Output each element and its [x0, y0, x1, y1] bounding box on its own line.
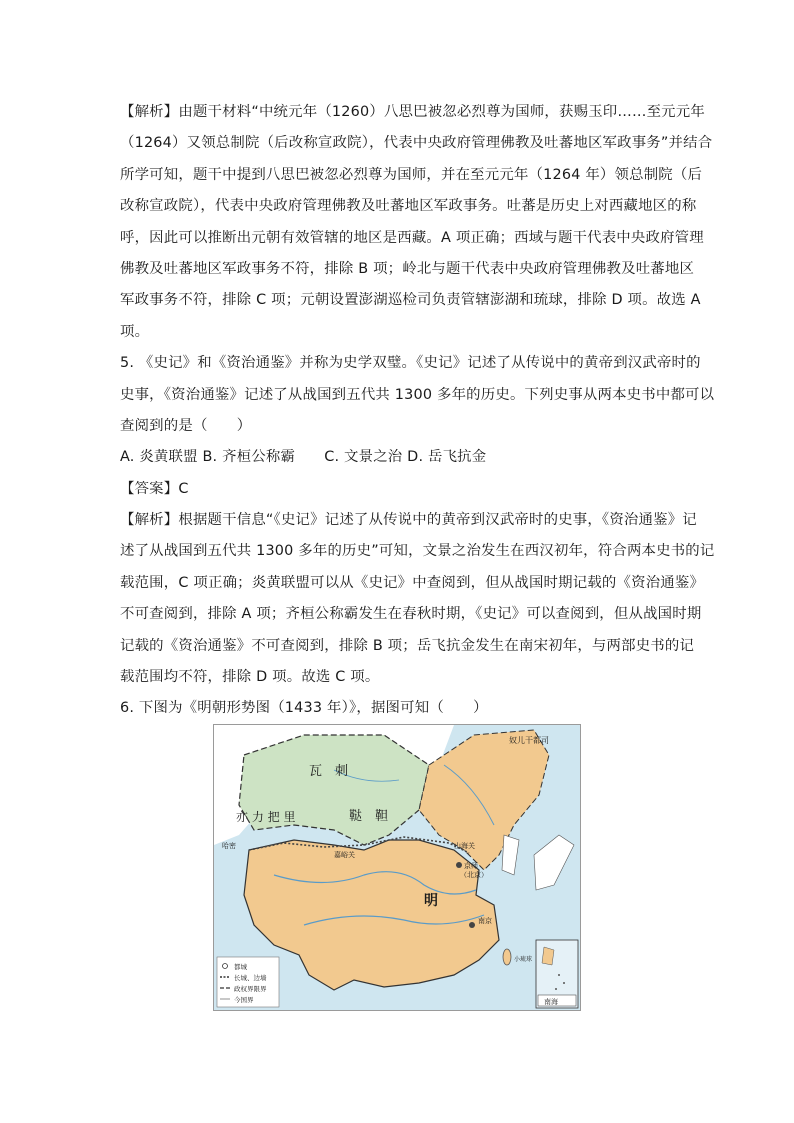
analysis-line-3: 所学可知，题干中提到八思巴被忽必烈尊为国师，并在至元元年（1264 年）领总制院（后 — [120, 166, 703, 183]
ming-dynasty-map — [213, 724, 581, 1011]
analysis-line-8: 项。 — [120, 323, 150, 340]
analysis-2-line-1: 【解析】根据题干信息“《史记》记述了从传说中的黄帝到汉武帝时的史事，《资治通鉴》记 — [120, 512, 697, 529]
map-figure — [214, 725, 580, 1010]
label-jiayuguan: 嘉峪关 — [334, 851, 355, 859]
analysis-line-4: 改称宣政院），代表中央政府管理佛教及吐蕃地区军政事务。吐蕃是历史上对西藏地区的称 — [120, 198, 697, 215]
analysis-2-line-3: 载范围，C 项正确；炎黄联盟可以从《史记》中查阅到，但从战国时期记载的《资治通鉴》 — [120, 574, 705, 591]
analysis-2-line-6: 载范围均不符，排除 D 项。故选 C 项。 — [120, 669, 380, 686]
answer-line: 【答案】C — [120, 480, 189, 497]
label-nanjing: 南京 — [478, 917, 492, 925]
label-tatar: 鞑 靼 — [349, 809, 389, 824]
legend-wall-label: 长城、边墙 — [234, 974, 267, 982]
analysis-line-5: 呼，因此可以推断出元朝有效管辖的地区是西藏。A 项正确；西域与题干代表中央政府管理 — [120, 229, 704, 246]
label-ming: 明 — [424, 893, 438, 909]
label-nanhai: 南海 — [544, 998, 558, 1006]
map-legend — [217, 957, 279, 1007]
capital-marker-beijing — [456, 862, 462, 868]
analysis-line-7: 军政事务不符，排除 C 项；元朝设置澎湖巡检司负责管辖澎湖和琉球，排除 D 项。故选 A — [120, 292, 701, 309]
analysis-2-line-4: 不可查阅到，排除 A 项；齐桓公称霸发生在春秋时期，《史记》可以查阅到，但从战国时期 — [120, 606, 702, 623]
analysis-2-line-5: 记载的《资治通鉴》不可查阅到，排除 B 项；岳飞抗金发生在南宋初年，与两部史书的记 — [120, 637, 695, 654]
label-wala: 瓦 刺 — [309, 764, 349, 779]
label-nurgan: 奴儿干都司 — [509, 736, 549, 745]
question-6-line-1: 6. 下图为《明朝形势图（1433 年）》，据图可知（ ） — [120, 700, 488, 717]
question-5-line-1: 5. 《史记》和《资治通鉴》并称为史学双璧。《史记》记述了从传说中的黄帝到汉武帝时的 — [120, 355, 701, 372]
text-body — [120, 97, 715, 725]
question-5-line-3: 查阅到的是（ ） — [120, 417, 252, 434]
label-xiaoliuqiu: 小琉球 — [514, 956, 533, 963]
analysis-line-6: 佛教及吐蕃地区军政事务不符，排除 B 项；岭北与题干代表中央政府管理佛教及吐蕃地区 — [120, 260, 695, 277]
question-5-options: A. 炎黄联盟 B. 齐桓公称霸 C. 文景之治 D. 岳飞抗金 — [120, 449, 487, 466]
analysis-line-2: （1264）又领总制院（后改称宣政院），代表中央政府管理佛教及吐蕃地区军政事务”并结合 — [120, 135, 713, 152]
label-beijing: （北京） — [460, 871, 488, 879]
legend-capital-label: 都城 — [234, 963, 247, 971]
south-sea-inset — [536, 940, 578, 1008]
analysis-2-line-2: 述了从战国到五代共 1300 多年的历史”可知，文景之治发生在西汉初年，符合两本史书的记 — [120, 543, 715, 560]
question-5-line-2: 史事，《资治通鉴》记述了从战国到五代共 1300 多年的历史。下列史事从两本史书中都可以 — [120, 386, 715, 403]
legend-capital-icon — [223, 964, 228, 969]
analysis-line-1: 【解析】由题干材料“中统元年（1260）八思巴被忽必烈尊为国师，获赐玉印……至元元年 — [120, 104, 705, 120]
label-hami: 哈密 — [222, 842, 236, 850]
label-jingshi: 京师 — [464, 862, 478, 870]
legend-boundary-label: 政权界限界 — [234, 985, 267, 993]
legend-national-label: 今国界 — [234, 996, 254, 1004]
capital-marker-nanjing — [469, 922, 475, 928]
label-alibli: 亦 力 把 里 — [236, 810, 296, 824]
label-shanhaiguan: 山海关 — [454, 842, 475, 850]
